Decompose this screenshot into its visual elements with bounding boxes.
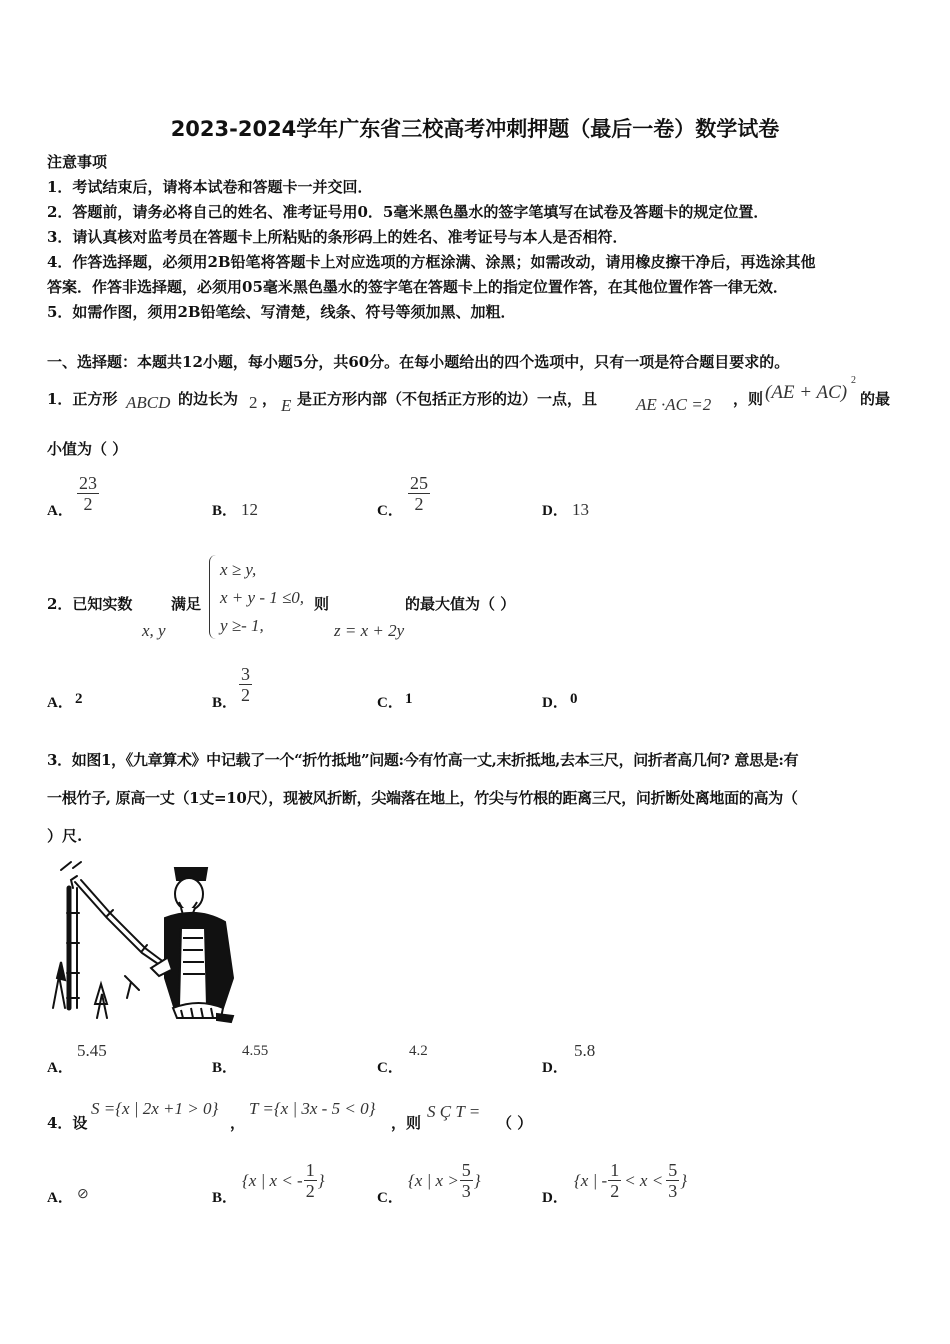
q1-math-2: 2 (249, 393, 258, 412)
q2-option-a-value: 2 (75, 691, 83, 707)
fraction-denominator: 2 (241, 685, 250, 705)
bamboo-scholar-illustration (47, 858, 237, 1026)
fraction-numerator: 23 (79, 473, 97, 493)
q1-math-square: (AE + AC) (765, 382, 848, 403)
q1-text-5: ，则 (733, 390, 764, 408)
q4-option-a-value: ⊘ (77, 1187, 89, 1202)
q3-option-b-label: B． (212, 1060, 238, 1076)
q4-text-3: ，则 (391, 1114, 422, 1132)
q1-option-a-fraction (77, 473, 99, 514)
q2-system-line: x + y - 1 ≤0, (220, 588, 305, 607)
set-builder-prefix: {x | - (574, 1170, 608, 1190)
q2-option-d-value: 0 (570, 691, 578, 707)
q4-set-t: T ={x | 3x - 5 < 0} (249, 1099, 376, 1118)
q3-option-c-label: C． (377, 1060, 403, 1076)
q2-option-b-fraction (239, 664, 252, 705)
set-fraction (460, 1160, 473, 1201)
q4-option-b-value (242, 1160, 325, 1201)
note-item: 答案．作答非选择题，必须用05毫米黑色墨水的签字笔在答题卡上的指定位置作答，在其他位置作答一律无效． (47, 278, 788, 296)
q1-math-e: E (281, 396, 292, 415)
q3-option-d-label: D． (542, 1060, 568, 1076)
q1-option-b-value: 12 (241, 500, 258, 519)
q2-system-line: x ≥ y, (220, 560, 257, 579)
q3-option-b-value: 4.55 (242, 1043, 269, 1059)
q3-text-line: ）尺. (47, 827, 83, 845)
q1-math-abcd: ABCD (126, 393, 171, 412)
q2-vars: x, y (142, 621, 166, 640)
q1-text-line2: 小值为（ ） (47, 440, 128, 458)
set-fraction (666, 1160, 679, 1201)
set-fraction (304, 1160, 317, 1201)
set-builder-prefix: {x | x < - (242, 1170, 303, 1190)
q4-option-a-label: A． (47, 1190, 73, 1206)
q4-option-d-value (574, 1160, 687, 1201)
fraction-numerator: 5 (668, 1160, 678, 1180)
q1-option-d-label: D． (542, 503, 568, 519)
set-builder-prefix: {x | x > (408, 1170, 459, 1190)
q1-text-2: 的边长为 (178, 390, 239, 408)
q2-option-d-label: D． (542, 695, 568, 711)
fraction-numerator: 5 (461, 1160, 471, 1180)
q4-set-s: S ={x | 2x +1 > 0} (91, 1099, 219, 1118)
fraction-numerator: 3 (241, 664, 250, 684)
notes-heading: 注意事项 (47, 153, 108, 171)
fraction-denominator: 2 (610, 1181, 620, 1201)
q3-option-d-value: 5.8 (574, 1041, 596, 1060)
fraction-denominator: 2 (305, 1181, 315, 1201)
set-builder-middle: < x < (624, 1170, 664, 1190)
q2-text-3: 则 (314, 595, 330, 613)
q1-option-c-fraction (408, 473, 430, 514)
note-item: 5．如需作图，须用2B铅笔绘、写清楚，线条、符号等须加黑、加粗． (47, 303, 516, 321)
q2-option-c-label: C． (377, 695, 403, 711)
q4-intersection: S Ç T = (427, 1102, 481, 1121)
q3-text-line: 3．如图1，《九章算术》中记载了一个“折竹抵地”问题:今有竹高一丈,末折抵地,去本三尺，问折者高几何? 意思是:有 (47, 751, 799, 769)
q2-text-2: 满足 (171, 595, 202, 613)
set-fraction (608, 1160, 621, 1201)
fraction-numerator: 1 (305, 1160, 315, 1180)
q3-option-a-label: A． (47, 1060, 73, 1076)
q4-option-b-label: B． (212, 1190, 238, 1206)
q2-option-a-label: A． (47, 695, 73, 711)
fraction-numerator: 1 (610, 1160, 620, 1180)
fraction-denominator: 2 (83, 494, 93, 514)
system-brace (209, 555, 216, 639)
q1-math-dot: AE ·AC =2 (636, 395, 712, 414)
q4-text-1: 4．设 (47, 1114, 88, 1132)
q3-text-line: 一根竹子, 原高一丈（1丈=10尺），现被风折断，尖端落在地上，竹尖与竹根的距离三尺，问折断处离地面的高为（ (47, 789, 798, 807)
q4-text-4: （ ） (497, 1114, 533, 1132)
q2-text-4: 的最大值为（ ） (405, 595, 516, 613)
q1-text-4: 是正方形内部（不包括正方形的边）一点，且 (297, 390, 598, 408)
section-heading: 一、选择题：本题共12小题，每小题5分，共60分。在每小题给出的四个选项中，只有一项是符合题目要求的。 (47, 353, 790, 371)
q3-option-c-value: 4.2 (409, 1043, 428, 1059)
q1-option-d-value: 13 (572, 500, 589, 519)
set-builder-suffix: } (680, 1170, 687, 1190)
set-builder-suffix: } (473, 1170, 481, 1190)
q3-option-a-value: 5.45 (77, 1041, 107, 1060)
set-builder-suffix: } (317, 1170, 325, 1190)
q4-option-c-label: C． (377, 1190, 403, 1206)
q1-text-6: 的最 (860, 390, 891, 408)
q1-math-sup: 2 (851, 375, 856, 386)
q2-text-1: 2．已知实数 (47, 595, 133, 613)
q2-system-line: y ≥- 1, (220, 616, 264, 635)
q4-option-d-label: D． (542, 1190, 568, 1206)
q1-option-a-label: A． (47, 503, 73, 519)
q2-objective: z = x + 2y (334, 621, 405, 640)
q1-text-3: ， (262, 390, 278, 408)
q2-option-c-value: 1 (405, 691, 413, 707)
q1-text-1: 1．正方形 (47, 390, 118, 408)
q4-text-2: ， (230, 1114, 246, 1132)
q4-option-c-value (408, 1160, 481, 1201)
q1-option-c-label: C． (377, 503, 403, 519)
note-item: 2．答题前，请务必将自己的姓名、准考证号用0．5毫米黑色墨水的签字笔填写在试卷及答题卡的规定位置． (47, 203, 769, 221)
fraction-denominator: 3 (668, 1181, 678, 1201)
q1-option-b-label: B． (212, 503, 238, 519)
fraction-denominator: 2 (414, 494, 424, 514)
note-item: 1．考试结束后，请将本试卷和答题卡一并交回． (47, 178, 373, 196)
note-item: 3．请认真核对监考员在答题卡上所粘贴的条形码上的姓名、准考证号与本人是否相符． (47, 228, 628, 246)
note-item: 4．作答选择题，必须用2B铅笔将答题卡上对应选项的方框涂满、涂黑；如需改动，请用橡皮擦干净后，再选涂其他 (47, 253, 816, 271)
page-title: 2023-2024学年广东省三校高考冲刺押题（最后一卷）数学试卷 (170, 117, 780, 141)
fraction-denominator: 3 (461, 1181, 471, 1201)
fraction-numerator: 25 (410, 473, 428, 493)
q2-option-b-label: B． (212, 695, 238, 711)
